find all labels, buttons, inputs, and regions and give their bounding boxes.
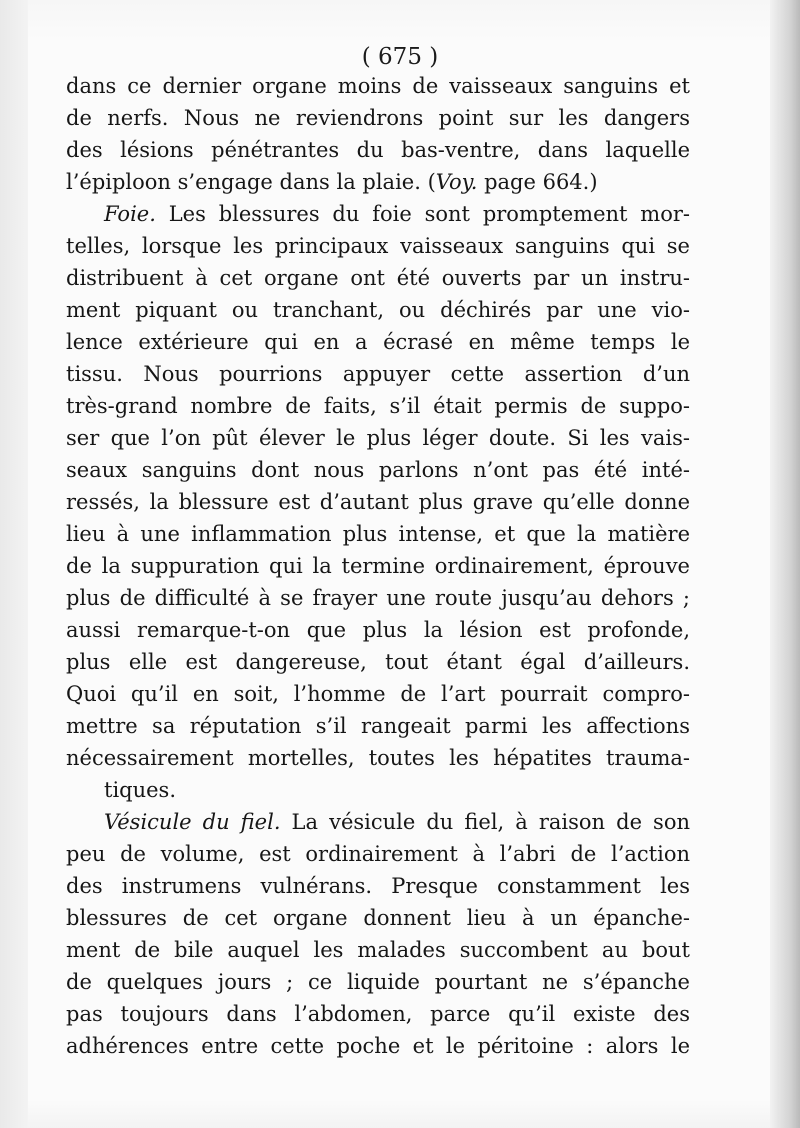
text-line: telles, lorsque les principaux vaisseaux sanguins qui se <box>66 234 690 258</box>
text-line: ment piquant ou tranchant, ou déchirés par une vio- <box>66 298 690 322</box>
text-line: Foie. Les blessures du foie sont promptement mor- <box>104 202 690 226</box>
text-line: Quoi qu’il en soit, l’homme de l’art pourrait compro- <box>66 682 690 706</box>
text-line: très-grand nombre de faits, s’il était permis de suppo- <box>66 394 690 418</box>
text-line: des instrumens vulnérans. Presque constamment les <box>66 874 690 898</box>
text-line: nécessairement mortelles, toutes les hépatites trauma- <box>66 746 690 770</box>
text-line: l’épiploon s’engage dans la plaie. (Voy. page 664.) <box>66 170 598 194</box>
text-line: dans ce dernier organe moins de vaisseaux sanguins et <box>66 74 690 98</box>
text-line: des lésions pénétrantes du bas-ventre, dans laquelle <box>66 138 690 162</box>
text-line: distribuent à cet organe ont été ouverts par un instru- <box>66 266 690 290</box>
page-edge-shadow <box>770 0 800 1128</box>
text-line: de nerfs. Nous ne reviendrons point sur les dangers <box>66 106 690 130</box>
italic-text: Foie. <box>104 202 156 226</box>
text-line: de quelques jours ; ce liquide pourtant ne s’épanche <box>66 970 690 994</box>
text-line: mettre sa réputation s’il rangeait parmi les affections <box>66 714 690 738</box>
text-line: plus de difficulté à se frayer une route jusqu’au dehors ; <box>66 586 690 610</box>
text-line: tissu. Nous pourrions appuyer cette assertion d’un <box>66 362 690 386</box>
text-line: seaux sanguins dont nous parlons n’ont pas été inté- <box>66 458 690 482</box>
text-line: ressés, la blessure est d’autant plus grave qu’elle donne <box>66 490 690 514</box>
text-line: lieu à une inflammation plus intense, et que la matière <box>66 522 690 546</box>
italic-text: Voy. <box>435 170 478 194</box>
text-line: lence extérieure qui en a écrasé en même temps le <box>66 330 690 354</box>
text-line: aussi remarque-t-on que plus la lésion est profonde, <box>66 618 690 642</box>
text-line: pas toujours dans l’abdomen, parce qu’il existe des <box>66 1002 690 1026</box>
text-line: adhérences entre cette poche et le péritoine : alors le <box>66 1034 690 1058</box>
text-line: ment de bile auquel les malades succombent au bout <box>66 938 690 962</box>
text-line: de la suppuration qui la termine ordinairement, éprouve <box>66 554 690 578</box>
body-text <box>66 70 690 1062</box>
text-line: ser que l’on pût élever le plus léger doute. Si les vais- <box>66 426 690 450</box>
page-number: ( 675 ) <box>361 44 439 70</box>
text-line: tiques. <box>104 778 177 802</box>
text-line: blessures de cet organe donnent lieu à un épanche- <box>66 906 690 930</box>
text-line: plus elle est dangereuse, tout étant égal d’ailleurs. <box>66 650 690 674</box>
text-line: peu de volume, est ordinairement à l’abri de l’action <box>66 842 690 866</box>
text-line: Vésicule du fiel. La vésicule du fiel, à raison de son <box>104 810 690 834</box>
italic-text: Vésicule du fiel. <box>104 810 281 834</box>
